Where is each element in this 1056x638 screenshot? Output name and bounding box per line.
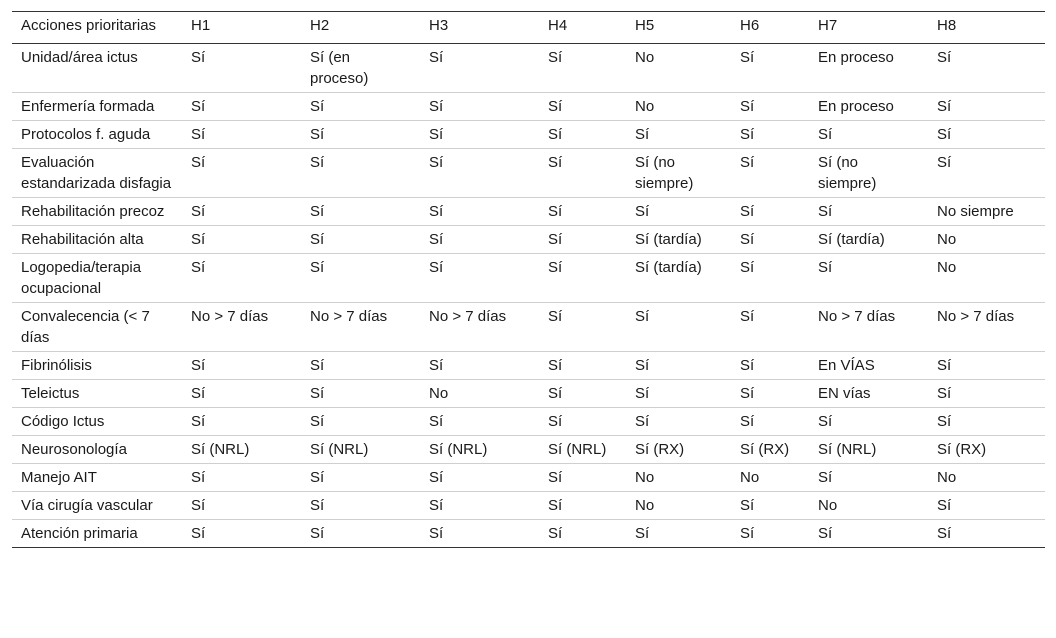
table-cell: Sí [740, 413, 755, 430]
table-row [12, 303, 1045, 352]
table-cell: Sí [191, 259, 206, 276]
table-cell: Sí [937, 357, 952, 374]
table-cell: Sí (RX) [937, 441, 987, 458]
table-cell: Sí [740, 525, 755, 542]
table-cell: Sí [937, 385, 952, 402]
table-cell: Sí [818, 126, 833, 143]
row-label: Logopedia/terapia ocupacional [21, 259, 142, 297]
row-label: Vía cirugía vascular [21, 497, 153, 514]
table-row [12, 149, 1045, 198]
table-cell: Sí [429, 413, 444, 430]
table-cell: Sí [191, 357, 206, 374]
table-cell: Sí [191, 469, 206, 486]
table-cell: EN vías [818, 385, 871, 402]
table-row [12, 408, 1045, 436]
row-label: Evaluación estandarizada disfagia [21, 154, 172, 192]
table-cell: Sí (tardía) [818, 231, 885, 248]
table-cell: Sí [740, 357, 755, 374]
table-cell: Sí [937, 497, 952, 514]
table-cell: Sí [191, 525, 206, 542]
table-cell: Sí [548, 308, 563, 325]
table-cell: Sí (no siempre) [635, 154, 694, 192]
table-cell: Sí [191, 413, 206, 430]
table-row [12, 464, 1045, 492]
table-cell: Sí [740, 49, 755, 66]
table-cell: Sí (tardía) [635, 259, 702, 276]
table-cell: Sí [310, 469, 325, 486]
table-cell: Sí [635, 525, 650, 542]
table-cell: Sí [191, 497, 206, 514]
table-row [12, 44, 1045, 93]
table-cell: No [937, 469, 957, 486]
table-cell: Sí [429, 497, 444, 514]
table-cell: Sí [548, 231, 563, 248]
table-cell: Sí [191, 154, 206, 171]
table-cell: Sí [818, 203, 833, 220]
table-cell: Sí [548, 497, 563, 514]
table-row [12, 226, 1045, 254]
table-cell: Sí [937, 98, 952, 115]
table-cell: Sí [310, 259, 325, 276]
priority-actions-table [12, 11, 1045, 548]
row-label: Neurosonología [21, 441, 127, 458]
table-cell: No [740, 469, 760, 486]
table-cell: Sí [740, 231, 755, 248]
table-cell: Sí [635, 126, 650, 143]
table-cell: Sí [310, 203, 325, 220]
table-cell: No [429, 385, 449, 402]
row-label: Código Ictus [21, 413, 105, 430]
table-row [12, 436, 1045, 464]
table-cell: En proceso [818, 49, 894, 66]
table-cell: No [635, 98, 655, 115]
row-label: Enfermería formada [21, 98, 155, 115]
row-label: Convalecencia (< 7 días [21, 308, 150, 346]
table-cell: Sí [548, 357, 563, 374]
table-cell: Sí [310, 497, 325, 514]
table-cell: Sí [429, 357, 444, 374]
table-cell: Sí [548, 98, 563, 115]
table-row [12, 380, 1045, 408]
table-row [12, 254, 1045, 303]
row-label: Rehabilitación precoz [21, 203, 165, 220]
table-cell: Sí [429, 154, 444, 171]
table-cell: Sí [548, 469, 563, 486]
table-row [12, 492, 1045, 520]
table-cell: Sí [191, 98, 206, 115]
table-row [12, 198, 1045, 226]
table-cell: Sí [548, 49, 563, 66]
table-cell: Sí [635, 413, 650, 430]
table-cell: Sí [429, 49, 444, 66]
row-label: Teleictus [21, 385, 80, 402]
table-cell: Sí [310, 385, 325, 402]
table-cell: Sí [740, 385, 755, 402]
table-cell: Sí (NRL) [429, 441, 488, 458]
table-cell: Sí [635, 308, 650, 325]
table-cell: Sí [429, 231, 444, 248]
row-label: Manejo AIT [21, 469, 97, 486]
table-cell: Sí (RX) [635, 441, 685, 458]
table-cell: Sí [937, 154, 952, 171]
table-cell: Sí (NRL) [191, 441, 250, 458]
table-cell: Sí [191, 126, 206, 143]
table-cell: Sí [191, 49, 206, 66]
table-header-row [12, 12, 1045, 44]
header-cell: Acciones prioritarias [21, 17, 157, 34]
table-cell: Sí [310, 525, 325, 542]
table-cell: Sí [310, 413, 325, 430]
header-cell: H6 [740, 17, 760, 34]
table-cell: Sí [740, 308, 755, 325]
table-row [12, 93, 1045, 121]
table-cell: Sí [429, 469, 444, 486]
table-cell: Sí (NRL) [548, 441, 607, 458]
row-label: Protocolos f. aguda [21, 126, 151, 143]
table-cell: Sí [740, 259, 755, 276]
header-cell: H8 [937, 17, 957, 34]
table-cell: Sí [429, 259, 444, 276]
table-cell: Sí [429, 525, 444, 542]
table-cell: Sí [818, 469, 833, 486]
table-cell: Sí [937, 525, 952, 542]
table-cell: Sí [310, 357, 325, 374]
table-cell: Sí [818, 413, 833, 430]
table-cell: Sí [310, 154, 325, 171]
table-cell: Sí [740, 497, 755, 514]
table-cell: Sí [548, 154, 563, 171]
table-cell: Sí (RX) [740, 441, 790, 458]
table-cell: No [818, 497, 838, 514]
table-cell: Sí (NRL) [818, 441, 877, 458]
header-cell: H2 [310, 17, 330, 34]
table-cell: Sí [191, 231, 206, 248]
table-cell: Sí [818, 259, 833, 276]
table-cell: No > 7 días [818, 308, 896, 325]
table-cell: No [635, 469, 655, 486]
table-cell: Sí [548, 126, 563, 143]
table-cell: No [937, 231, 957, 248]
table-cell: Sí (no siempre) [818, 154, 877, 192]
table-cell: No > 7 días [429, 308, 507, 325]
table-row [12, 121, 1045, 149]
table-cell: En VÍAS [818, 357, 875, 374]
table-cell: Sí [818, 525, 833, 542]
table-cell: No [635, 497, 655, 514]
header-cell: H1 [191, 17, 211, 34]
table-cell: No [937, 259, 957, 276]
header-cell: H4 [548, 17, 568, 34]
row-label: Unidad/área ictus [21, 49, 138, 66]
table-cell: Sí [429, 126, 444, 143]
header-cell: H3 [429, 17, 449, 34]
header-cell: H7 [818, 17, 838, 34]
header-cell: H5 [635, 17, 655, 34]
table-cell: Sí [548, 385, 563, 402]
table-cell: Sí [740, 126, 755, 143]
table-cell: Sí [937, 413, 952, 430]
table-cell: Sí [310, 126, 325, 143]
table-cell: Sí (tardía) [635, 231, 702, 248]
table-cell: Sí [191, 385, 206, 402]
table-cell: Sí [548, 413, 563, 430]
table-cell: Sí [429, 98, 444, 115]
table-cell: Sí [635, 357, 650, 374]
table-cell: Sí [191, 203, 206, 220]
table-cell: Sí [635, 203, 650, 220]
table-cell: Sí (NRL) [310, 441, 369, 458]
table-cell: Sí [740, 98, 755, 115]
table-cell: No [635, 49, 655, 66]
table-cell: Sí [740, 203, 755, 220]
table-cell: No siempre [937, 203, 1014, 220]
table-row [12, 520, 1045, 547]
table-cell: No > 7 días [191, 308, 269, 325]
table-cell: Sí [740, 154, 755, 171]
table-cell: Sí [548, 259, 563, 276]
table-cell: En proceso [818, 98, 894, 115]
table-cell: No > 7 días [310, 308, 388, 325]
table-cell: Sí [635, 385, 650, 402]
table-cell: Sí [310, 98, 325, 115]
row-label: Rehabilitación alta [21, 231, 144, 248]
table-row [12, 352, 1045, 380]
table-cell: Sí [548, 525, 563, 542]
table-cell: Sí [937, 49, 952, 66]
row-label: Fibrinólisis [21, 357, 92, 374]
table-cell: Sí [310, 231, 325, 248]
table-cell: No > 7 días [937, 308, 1015, 325]
row-label: Atención primaria [21, 525, 138, 542]
table-cell: Sí (en proceso) [310, 49, 369, 87]
table-cell: Sí [548, 203, 563, 220]
table-cell: Sí [429, 203, 444, 220]
table-cell: Sí [937, 126, 952, 143]
